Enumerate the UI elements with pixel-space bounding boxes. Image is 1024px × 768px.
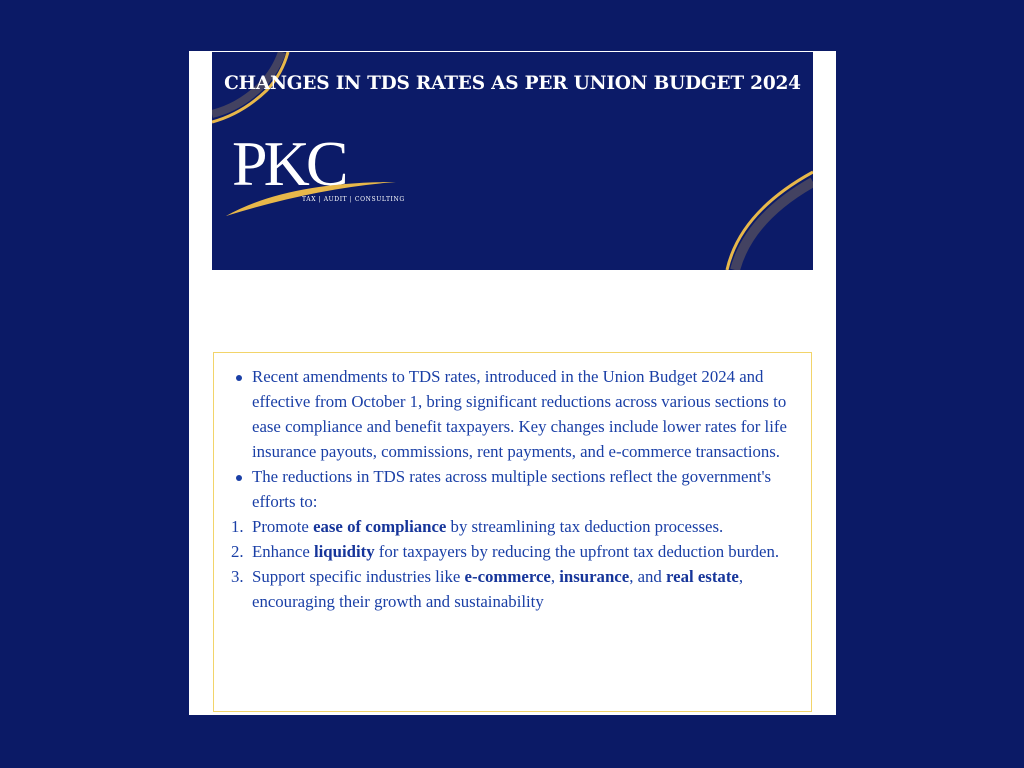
pkc-logo bbox=[226, 128, 405, 220]
list-item: 2. Enhance liquidity for taxpayers by reducing the upfront tax deduction burden. bbox=[231, 542, 780, 561]
emphasis: e-commerce bbox=[464, 567, 551, 586]
bullet-icon bbox=[236, 375, 242, 381]
logo-swoosh-icon bbox=[226, 128, 396, 220]
content-box bbox=[213, 352, 812, 712]
list-item: 3. Support specific industries like e-commerce, insurance, and real estate, encouraging their growth and sustainability bbox=[231, 567, 744, 611]
list-item: 1. Promote ease of compliance by streamlining tax deduction processes. bbox=[231, 517, 724, 536]
header-banner bbox=[212, 52, 813, 270]
bullet-list bbox=[231, 364, 793, 514]
banner-title: CHANGES IN TDS RATES AS PER UNION BUDGET 2024 bbox=[224, 73, 801, 94]
logo-tagline: TAX | AUDIT | CONSULTING bbox=[302, 196, 405, 203]
list-item: The reductions in TDS rates across multiple sections reflect the government's efforts to: bbox=[231, 464, 793, 514]
logo-wordmark: PKC bbox=[232, 128, 345, 199]
list-item: Recent amendments to TDS rates, introduced in the Union Budget 2024 and effective from October 1, bring significant reductions across various sections to ease compliance and benefit taxpayers. Key changes include lower rates for life insurance payouts, commissions, rent payments, and e-commerce transactions. bbox=[231, 364, 793, 464]
bullet-icon bbox=[236, 475, 242, 481]
emphasis: liquidity bbox=[313, 542, 375, 561]
numbered-list bbox=[231, 514, 793, 614]
document-page bbox=[189, 51, 836, 715]
emphasis: insurance bbox=[559, 567, 630, 586]
emphasis: ease of compliance bbox=[313, 517, 447, 536]
emphasis: real estate bbox=[666, 567, 739, 586]
